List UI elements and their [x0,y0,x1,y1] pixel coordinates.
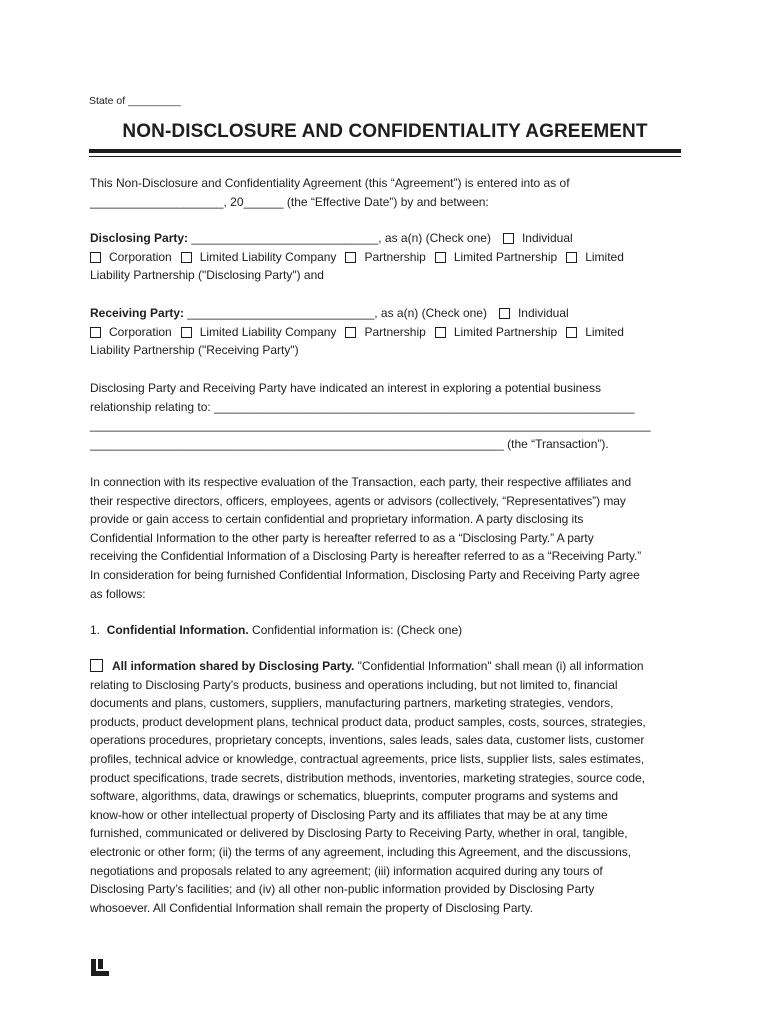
option-line: product specifications, trade secrets, distribution methods, inventories, marketing strategies, source code, [90,770,645,785]
option-line: products, product development plans, technical product data, product samples, costs, sources, strategies, [90,714,646,729]
disclosing-party-blank[interactable]: ____________________________, as a(n) (Check one) [188,231,491,245]
title-rule-thin [89,156,681,157]
recital-line: In consideration for being furnished Confidential Information, Disclosing Party and Receiving Party agree [90,567,640,582]
disclosing-lp-checkbox[interactable] [435,252,446,263]
checkbox-label: Limited [585,249,624,264]
receiving-party-tail: Liability Partnership ("Receiving Party") [90,343,299,358]
transaction-blank-line[interactable]: ____________________________________________________________________________________ [90,418,651,433]
section-text: Confidential information is: (Check one) [248,623,463,637]
document-logo-icon [90,958,110,978]
option-heading: All information shared by Disclosing Party. [112,659,355,673]
disclosing-party-label: Disclosing Party: [90,231,189,245]
option-line: software, algorithms, data, drawings or schematics, blueprints, computer programs and systems and [90,789,619,804]
option-line: documents and plans, customers, suppliers, manufacturing partners, marketing strategies, vendors, [90,696,614,711]
receiving-party-section [90,304,690,360]
recital-line: as follows: [90,586,146,601]
checkbox-label: Limited Liability Company [199,249,337,264]
receiving-llc-checkbox[interactable] [181,327,192,338]
option-line: relating to Disclosing Party’s products, business and operations including, but not limited to, financial [90,677,618,692]
transaction-paragraph [90,379,690,453]
checkbox-label: Corporation [109,324,172,339]
checkbox-label: Corporation [109,249,172,264]
section-number: 1. [90,623,101,637]
disclosing-individual-checkbox[interactable] [503,233,514,244]
option-line: electronic or other form; (ii) the terms of any agreement, including this Agreement, and the discussions, [90,844,632,859]
checkbox-label: Partnership [364,249,426,264]
recitals-paragraph [90,473,690,603]
option-line: operations procedures, proprietary concepts, inventions, sales leads, sales data, customer lists, customer [90,733,645,748]
recital-line: Confidential Information to the other party is hereafter referred to as a “Disclosing Party.” A party [90,530,594,545]
receiving-lp-checkbox[interactable] [435,327,446,338]
checkbox-label: Limited [585,324,624,339]
option-line: Disclosing Party’s facilities; and (iv) all other non-public information provided by Disclosing Party [90,882,595,897]
page-title: NON-DISCLOSURE AND CONFIDENTIALITY AGREEMENT [122,121,648,142]
checkbox-label: Limited Partnership [453,324,558,339]
disclosing-llp-checkbox[interactable] [566,252,577,263]
option-line: negotiations and proposals related to any agreement; (iii) information acquired during any tours of [90,863,603,878]
recital-line: In connection with its respective evaluation of the Transaction, each party, their respective affiliates and [90,475,632,489]
disclosing-corporation-checkbox[interactable] [90,252,101,263]
receiving-party-label: Receiving Party: [90,306,185,320]
transaction-blank-line[interactable]: ______________________________________________________________ (the “Transaction”). [90,436,609,451]
receiving-corporation-checkbox[interactable] [90,327,101,338]
checkbox-label: Limited Partnership [453,249,558,264]
receiving-individual-checkbox[interactable] [499,308,510,319]
disclosing-llc-checkbox[interactable] [181,252,192,263]
intro-line: This Non-Disclosure and Confidentiality Agreement (this “Agreement”) is entered into as of [90,176,570,190]
disclosing-party-section [90,229,690,285]
checkbox-label: Individual [521,231,573,245]
transaction-line: Disclosing Party and Receiving Party have indicated an interest in exploring a potential business [90,381,601,395]
option-line: know-how or other intellectual property of Disclosing Party and its affiliates that may be at any time [90,807,608,822]
recital-line: receiving the Confidential Information of a Disclosing Party is hereafter referred to as a “Receiving Party.” [90,549,642,564]
checkbox-label: Limited Liability Company [199,324,337,339]
title-rule-thick [89,149,681,153]
checkbox-label: Individual [517,306,569,320]
intro-line: ____________________, 20______ (the “Effective Date”) by and between: [90,194,489,209]
checkbox-label: Partnership [364,324,426,339]
intro-paragraph [90,174,690,211]
recital-line: their respective directors, officers, employees, agents or advisors (collectively, “Representatives”) may [90,493,626,508]
section-title: Confidential Information. [106,623,249,637]
option-line: profiles, technical advice or knowledge, contractual agreements, price lists, supplier lists, sales estimates, [90,751,645,766]
option-text: "Confidential Information" shall mean (i) all information [354,659,644,673]
receiving-llp-checkbox[interactable] [566,327,577,338]
receiving-partnership-checkbox[interactable] [345,327,356,338]
option-line: whosoever. All Confidential Information shall remain the property of Disclosing Party. [90,900,534,915]
option-all-information [90,657,690,917]
disclosing-partnership-checkbox[interactable] [345,252,356,263]
transaction-blank-line[interactable]: relationship relating to: _______________________________________________________________ [90,399,635,414]
option-line: furnished, communicated or delivered by Disclosing Party to Receiving Party, whether in oral, tangible, [90,826,628,841]
recital-line: provide or gain access to certain confidential and proprietary information. A party disclosing its [90,512,584,527]
state-line: State of _________ [89,95,181,107]
section-1-heading [90,621,690,640]
receiving-party-blank[interactable]: ____________________________, as a(n) (Check one) [184,306,487,320]
all-information-checkbox[interactable] [90,659,103,672]
disclosing-party-tail: Liability Partnership ("Disclosing Party") and [90,268,324,283]
